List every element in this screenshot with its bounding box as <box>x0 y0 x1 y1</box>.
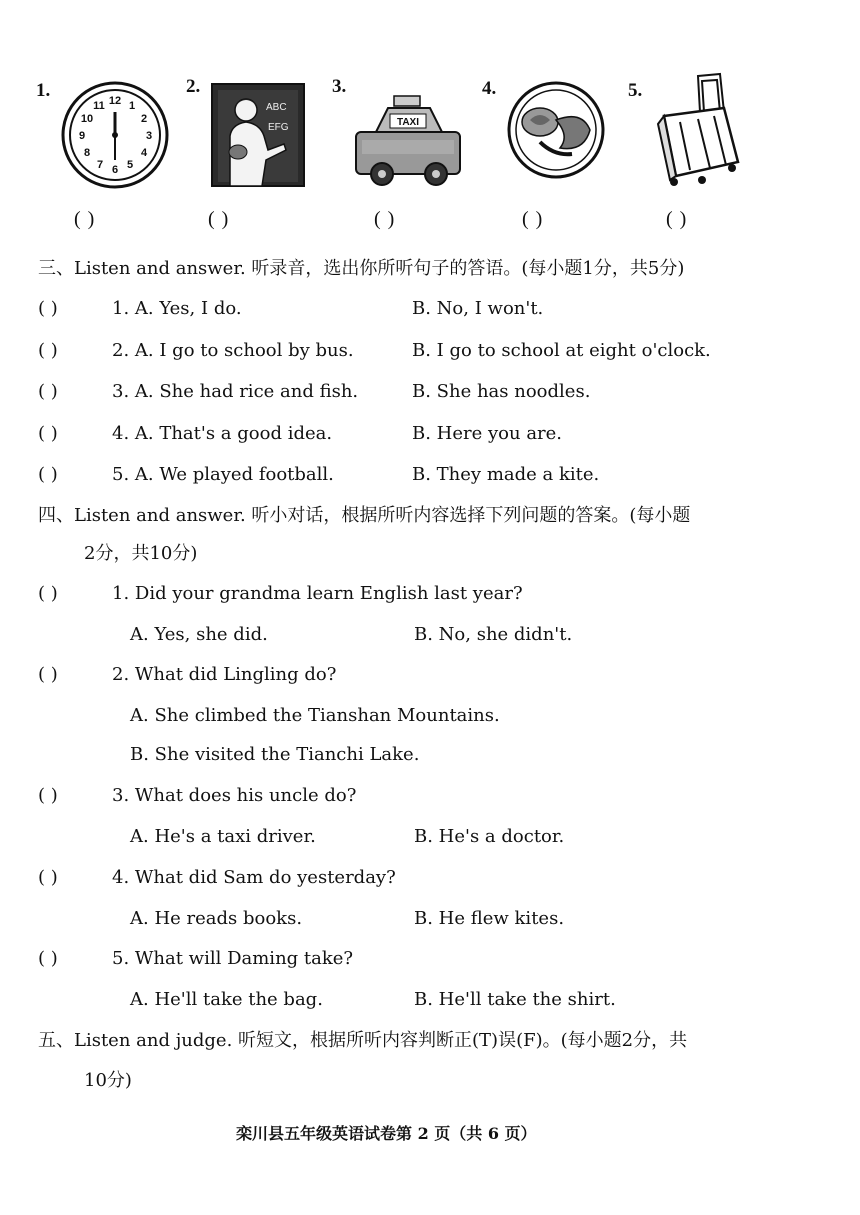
clock-digit: 5 <box>126 159 134 171</box>
clock-digit: 3 <box>145 130 153 142</box>
answer-blank[interactable]: ( ) <box>74 208 96 230</box>
taxi-icon <box>352 92 464 188</box>
question-option-a: A. She climbed the Tianshan Mountains. <box>130 705 500 726</box>
clock-digit: 11 <box>93 100 105 112</box>
answer-blank[interactable]: ( ) <box>38 948 58 969</box>
clock-icon <box>60 80 170 190</box>
clock-digit: 4 <box>140 147 148 159</box>
question-text: 3. What does his uncle do? <box>112 785 357 806</box>
answer-blank[interactable]: ( ) <box>666 208 688 230</box>
question-option-a: 2. A. I go to school by bus. <box>112 340 354 361</box>
answer-blank[interactable]: ( ) <box>38 664 58 685</box>
question-option-a: A. He reads books. <box>130 908 303 929</box>
question-text: 5. What will Daming take? <box>112 948 354 969</box>
question-option-b: B. She visited the Tianchi Lake. <box>130 744 420 765</box>
section-heading-cont: 2分，共10分) <box>84 543 198 564</box>
clock-digit: 10 <box>80 113 94 125</box>
picture-number: 5. <box>628 80 643 101</box>
question-option-b: B. He flew kites. <box>414 908 565 929</box>
question-text: 1. Did your grandma learn English last year? <box>112 583 523 604</box>
answer-blank[interactable]: ( ) <box>38 867 58 888</box>
clock-digit: 9 <box>78 130 86 142</box>
picture-number: 3. <box>332 76 347 97</box>
question-option-b: B. I go to school at eight o'clock. <box>412 340 711 361</box>
taxi-sign-text: TAXI <box>396 117 420 128</box>
clock-digit: 8 <box>83 147 91 159</box>
answer-blank[interactable]: ( ) <box>522 208 544 230</box>
page-footer: 栾川县五年级英语试卷第 2 页（共 6 页） <box>236 1124 537 1143</box>
question-option-b: B. No, she didn't. <box>414 624 573 645</box>
question-option-b: B. Here you are. <box>412 423 563 444</box>
question-option-a: 4. A. That's a good idea. <box>112 423 333 444</box>
board-text: ABC <box>266 102 287 113</box>
clock-digit: 2 <box>140 113 148 125</box>
answer-blank[interactable]: ( ) <box>38 423 58 444</box>
suitcase-icon <box>654 72 744 188</box>
question-option-a: A. Yes, she did. <box>130 624 268 645</box>
picture-number: 1. <box>36 80 51 101</box>
question-option-a: 1. A. Yes, I do. <box>112 298 242 319</box>
answer-blank[interactable]: ( ) <box>38 464 58 485</box>
clock-digit: 1 <box>128 100 136 112</box>
section-heading: 四、Listen and answer. 听小对话，根据所听内容选择下列问题的答案。(每小题 <box>38 505 691 526</box>
section-heading: 三、Listen and answer. 听录音，选出你所听句子的答语。(每小题1分，共5分) <box>38 258 685 279</box>
question-option-b: B. No, I won't. <box>412 298 544 319</box>
answer-blank[interactable]: ( ) <box>38 298 58 319</box>
answer-blank[interactable]: ( ) <box>374 208 396 230</box>
question-text: 4. What did Sam do yesterday? <box>112 867 396 888</box>
question-option-b: B. He's a doctor. <box>414 826 565 847</box>
answer-blank[interactable]: ( ) <box>38 381 58 402</box>
board-text: EFG <box>268 122 289 133</box>
question-option-b: B. She has noodles. <box>412 381 591 402</box>
question-option-a: 3. A. She had rice and fish. <box>112 381 359 402</box>
question-option-b: B. They made a kite. <box>412 464 600 485</box>
answer-blank[interactable]: ( ) <box>38 583 58 604</box>
question-option-a: A. He'll take the bag. <box>130 989 323 1010</box>
picture-number: 2. <box>186 76 201 97</box>
teacher-icon <box>208 80 308 190</box>
answer-blank[interactable]: ( ) <box>38 785 58 806</box>
clock-digit: 6 <box>111 164 119 176</box>
answer-blank[interactable]: ( ) <box>38 340 58 361</box>
section-heading-cont: 10分) <box>84 1070 132 1091</box>
picture-number: 4. <box>482 78 497 99</box>
question-option-a: 5. A. We played football. <box>112 464 334 485</box>
question-option-b: B. He'll take the shirt. <box>414 989 616 1010</box>
food-plate-icon <box>506 80 606 180</box>
question-text: 2. What did Lingling do? <box>112 664 337 685</box>
section-heading: 五、Listen and judge. 听短文，根据所听内容判断正(T)误(F)。(每小题2分，共 <box>38 1030 688 1051</box>
clock-digit: 7 <box>96 159 104 171</box>
clock-digit: 12 <box>108 95 122 107</box>
question-option-a: A. He's a taxi driver. <box>130 826 316 847</box>
answer-blank[interactable]: ( ) <box>208 208 230 230</box>
